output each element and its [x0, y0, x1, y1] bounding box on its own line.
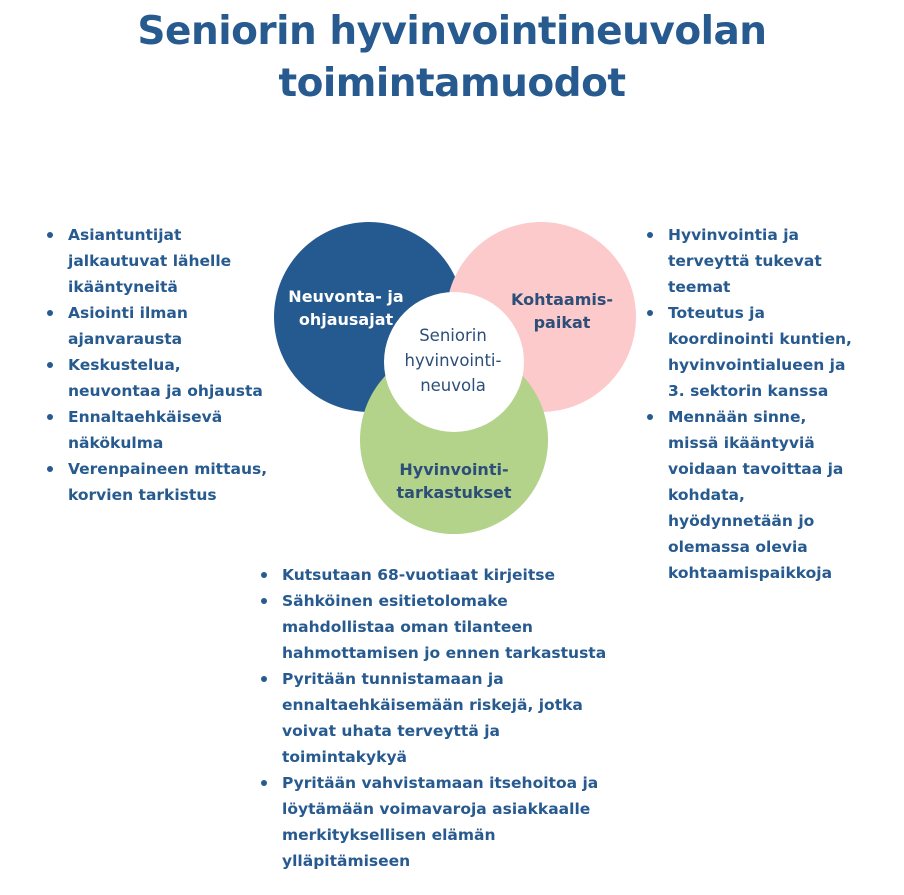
list-item-line: Asiointi ilman [68, 304, 188, 322]
list-item-line: toimintakykyä [282, 748, 408, 766]
list-item-line: ylläpitämiseen [282, 852, 411, 870]
circle-label-line: Hyvinvointi- [399, 460, 509, 479]
bullet-icon [47, 232, 53, 238]
list-item-line: teemat [668, 278, 731, 296]
list-item-line: olemassa olevia [668, 538, 808, 556]
right-bullet-list [668, 222, 898, 586]
bullet-icon [261, 780, 267, 786]
list-item [282, 588, 642, 666]
list-item-line: hyödynnetään jo [668, 512, 815, 530]
bullet-icon [47, 362, 53, 368]
list-item [68, 456, 308, 508]
bullet-icon [261, 572, 267, 578]
list-item-line: Toteutus ja [668, 304, 765, 322]
list-item-line: Sähköinen esitietolomake [282, 592, 508, 610]
circle-label-line: ohjausajat [298, 310, 394, 329]
list-item-line: Kutsutaan 68-vuotiaat kirjeitse [282, 566, 555, 584]
list-item-line: kohtaamispaikkoja [668, 564, 833, 582]
circle-label-tarkastus [383, 458, 525, 504]
circle-label-kohtaamis [500, 288, 624, 334]
circle-label-center [388, 323, 518, 398]
bullet-icon [261, 676, 267, 682]
list-item-line: Verenpaineen mittaus, [68, 460, 268, 478]
list-item-line: mahdollistaa oman tilanteen [282, 618, 533, 636]
bullet-icon [647, 414, 653, 420]
list-item [282, 562, 642, 588]
list-item-line: hahmottamisen jo ennen tarkastusta [282, 644, 607, 662]
bullet-icon [47, 466, 53, 472]
list-item-line: voidaan tavoittaa ja [668, 460, 844, 478]
left-bullet-list [68, 222, 308, 508]
bullet-icon [261, 598, 267, 604]
list-item [68, 404, 308, 456]
title-line-1: Seniorin hyvinvointineuvolan [137, 9, 767, 54]
list-item [68, 352, 308, 404]
bullet-icon [47, 414, 53, 420]
list-item-line: jalkautuvat lähelle [68, 252, 232, 270]
list-item-line: Hyvinvointia ja [668, 226, 799, 244]
list-item-line: ennaltaehkäisemään riskejä, jotka [282, 696, 583, 714]
circle-label-line: tarkastukset [396, 483, 512, 502]
bullet-icon [647, 232, 653, 238]
list-item-line: ikääntyneitä [68, 278, 178, 296]
circle-label-line: Seniorin [419, 326, 487, 345]
list-item-line: koordinointi kuntien, [668, 330, 852, 348]
list-item-line: ajanvarausta [68, 330, 183, 348]
list-item-line: hyvinvointialueen ja [668, 356, 846, 374]
list-item-line: missä ikääntyviä [668, 434, 815, 452]
circle-label-line: hyvinvointi- [404, 351, 502, 370]
list-item-line: terveyttä tukevat [668, 252, 822, 270]
list-item-line: Keskustelua, [68, 356, 181, 374]
circle-label-line: neuvola [420, 376, 486, 395]
list-item-line: Pyritään vahvistamaan itsehoitoa ja [282, 774, 599, 792]
list-item-line: merkityksellisen elämän [282, 826, 496, 844]
list-item-line: voivat uhata terveyttä ja [282, 722, 500, 740]
circle-label-line: paikat [533, 313, 591, 332]
list-item-line: näkökulma [68, 434, 164, 452]
list-item-line: 3. sektorin kanssa [668, 382, 829, 400]
list-item-line: kohdata, [668, 486, 745, 504]
bottom-bullet-list [282, 562, 642, 874]
list-item-line: korvien tarkistus [68, 486, 217, 504]
list-item [68, 222, 308, 300]
list-item [668, 222, 898, 300]
bullet-icon [647, 310, 653, 316]
bullet-icon [47, 310, 53, 316]
list-item [282, 666, 642, 770]
list-item-line: Ennaltaehkäisevä [68, 408, 223, 426]
list-item-line: Pyritään tunnistamaan ja [282, 670, 504, 688]
title-line-2: toimintamuodot [278, 61, 626, 106]
list-item [668, 300, 898, 404]
list-item [68, 300, 308, 352]
list-item-line: Mennään sinne, [668, 408, 807, 426]
list-item [282, 770, 642, 874]
list-item-line: löytämään voimavaroja asiakkaalle [282, 800, 591, 818]
list-item-line: neuvontaa ja ohjausta [68, 382, 263, 400]
list-item-line: Asiantuntijat [68, 226, 182, 244]
circle-label-line: Neuvonta- ja [288, 287, 404, 306]
circle-label-line: Kohtaamis- [510, 290, 614, 309]
list-item [668, 404, 898, 586]
